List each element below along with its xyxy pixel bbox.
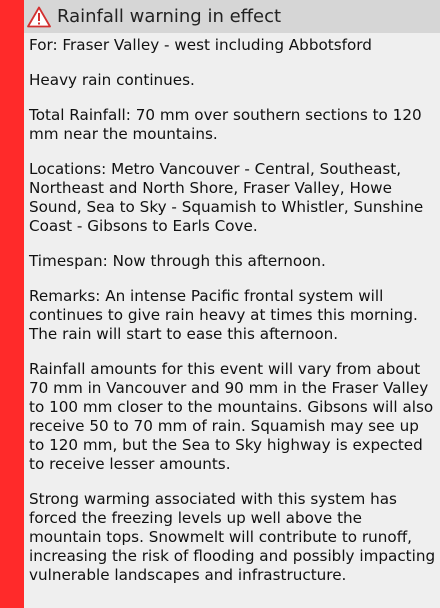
alert-header[interactable] (24, 0, 440, 33)
alert-title: Rainfall warning in effect (57, 6, 282, 27)
alert-rainfall-amounts: Rainfall amounts for this event will vary from about 70 mm in Vancouver and 90 mm in the Fraser Valley to 100 mm closer to the mountains. Gibsons will also receive 50 to 70 mm of rain. Squamish may see up to 120 mm, but the Sea to Sky highway is expected to receive lesser amounts. (29, 360, 434, 473)
alert-snowmelt-note: Strong warming associated with this system has forced the freezing levels up well above the mountain tops. Snowmelt will contribute to runoff, increasing the risk of flooding and possibly impacting vulnerable landscapes and infrastructure. (29, 490, 436, 584)
warning-severity-stripe (0, 0, 24, 608)
alert-remarks: Remarks: An intense Pacific frontal system will continues to give rain heavy at times this morning. The rain will start to ease this afternoon. (29, 287, 418, 343)
warning-triangle-icon (25, 3, 53, 31)
alert-locations: Locations: Metro Vancouver - Central, Southeast, Northeast and North Shore, Fraser Valley, Howe Sound, Sea to Sky - Squamish to Whistler, Sunshine Coast - Gibsons to Earls Cove. (29, 160, 424, 235)
alert-timespan: Timespan: Now through this afternoon. (29, 252, 326, 270)
alert-total-rainfall: Total Rainfall: 70 mm over southern sections to 120 mm near the mountains. (29, 106, 422, 143)
alert-region: For: Fraser Valley - west including Abbotsford (29, 36, 372, 54)
alert-body (29, 36, 437, 601)
alert-summary: Heavy rain continues. (29, 71, 195, 89)
